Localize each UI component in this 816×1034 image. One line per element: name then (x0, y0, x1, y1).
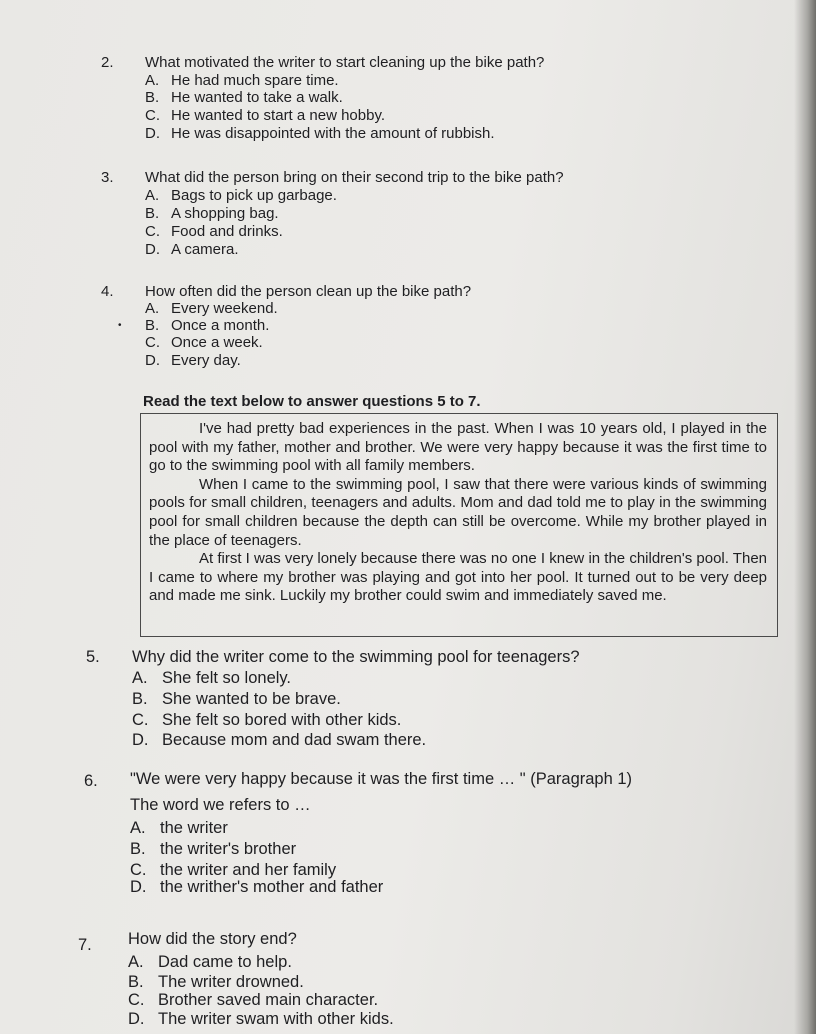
option-b: B. The writer drowned. (128, 973, 304, 991)
option-d: D. Because mom and dad swam there. (132, 731, 427, 749)
reading-instruction: Read the text below to answer questions 5 to 7. (143, 393, 481, 410)
question-number: 6. (84, 772, 98, 790)
option-a: A. the writer (130, 819, 228, 837)
option-c: C. He wanted to start a new hobby. (145, 107, 386, 124)
question-text: What motivated the writer to start cleaning up the bike path? (145, 54, 545, 71)
option-a: A. Bags to pick up garbage. (145, 187, 337, 204)
question-number: 2. (101, 54, 114, 71)
option-d: D. He was disappointed with the amount of rubbish. (145, 125, 495, 142)
page-edge-shadow (794, 0, 816, 1034)
question-subtext: The word we refers to … (130, 796, 311, 814)
question-text: Why did the writer come to the swimming pool for teenagers? (132, 648, 580, 666)
reading-passage-box (140, 413, 778, 637)
passage-paragraph-2: When I came to the swimming pool, I saw that there were various kinds of swimming pools for small children, teenagers and adults. Mom and dad told me to play in the swimming pool for small children because the depth can still be overcome. While my brother played in the place of teenagers. (149, 475, 767, 549)
option-c: C. the writer and her family (130, 861, 337, 879)
option-b: B. Once a month. (145, 317, 270, 334)
option-d: D. Every day. (145, 352, 241, 369)
option-c: C. Once a week. (145, 334, 263, 351)
option-b: B. She wanted to be brave. (132, 690, 341, 708)
passage-paragraph-1: I've had pretty bad experiences in the past. When I was 10 years old, I played in the pool with my father, mother and brother. We were very happy because it was the first time to go to the swimming pool with all family members. (149, 420, 767, 475)
option-d: D. A camera. (145, 241, 239, 258)
option-c: C. Brother saved main character. (128, 991, 379, 1009)
option-d: D. The writer swam with other kids. (128, 1010, 394, 1028)
question-number: 3. (101, 169, 114, 186)
question-number: 4. (101, 283, 114, 300)
option-d: D. the writher's mother and father (130, 878, 384, 896)
option-b: B. the writer's brother (130, 840, 297, 858)
option-a: A. He had much spare time. (145, 72, 339, 89)
option-c: C. She felt so bored with other kids. (132, 711, 402, 729)
question-text: How often did the person clean up the bike path? (145, 283, 472, 300)
option-b: B. He wanted to take a walk. (145, 89, 343, 106)
option-a: A. Every weekend. (145, 300, 278, 317)
option-a: A. She felt so lonely. (132, 669, 292, 687)
question-number: 7. (78, 936, 92, 954)
option-a: A. Dad came to help. (128, 953, 292, 971)
passage-paragraph-3: At first I was very lonely because there was no one I knew in the children's pool. Then I came to where my brother was playing and got into her pool. It turned out to be very deep and made me sink. Luckily my brother could swim and immediately saved me. (149, 550, 767, 605)
option-b: B. A shopping bag. (145, 205, 279, 222)
question-number: 5. (86, 648, 100, 666)
question-text: What did the person bring on their second trip to the bike path? (145, 169, 564, 186)
stray-dot: • (118, 320, 122, 331)
question-text: How did the story end? (128, 930, 297, 948)
option-c: C. Food and drinks. (145, 223, 283, 240)
question-text: "We were very happy because it was the first time … " (Paragraph 1) (130, 770, 633, 788)
